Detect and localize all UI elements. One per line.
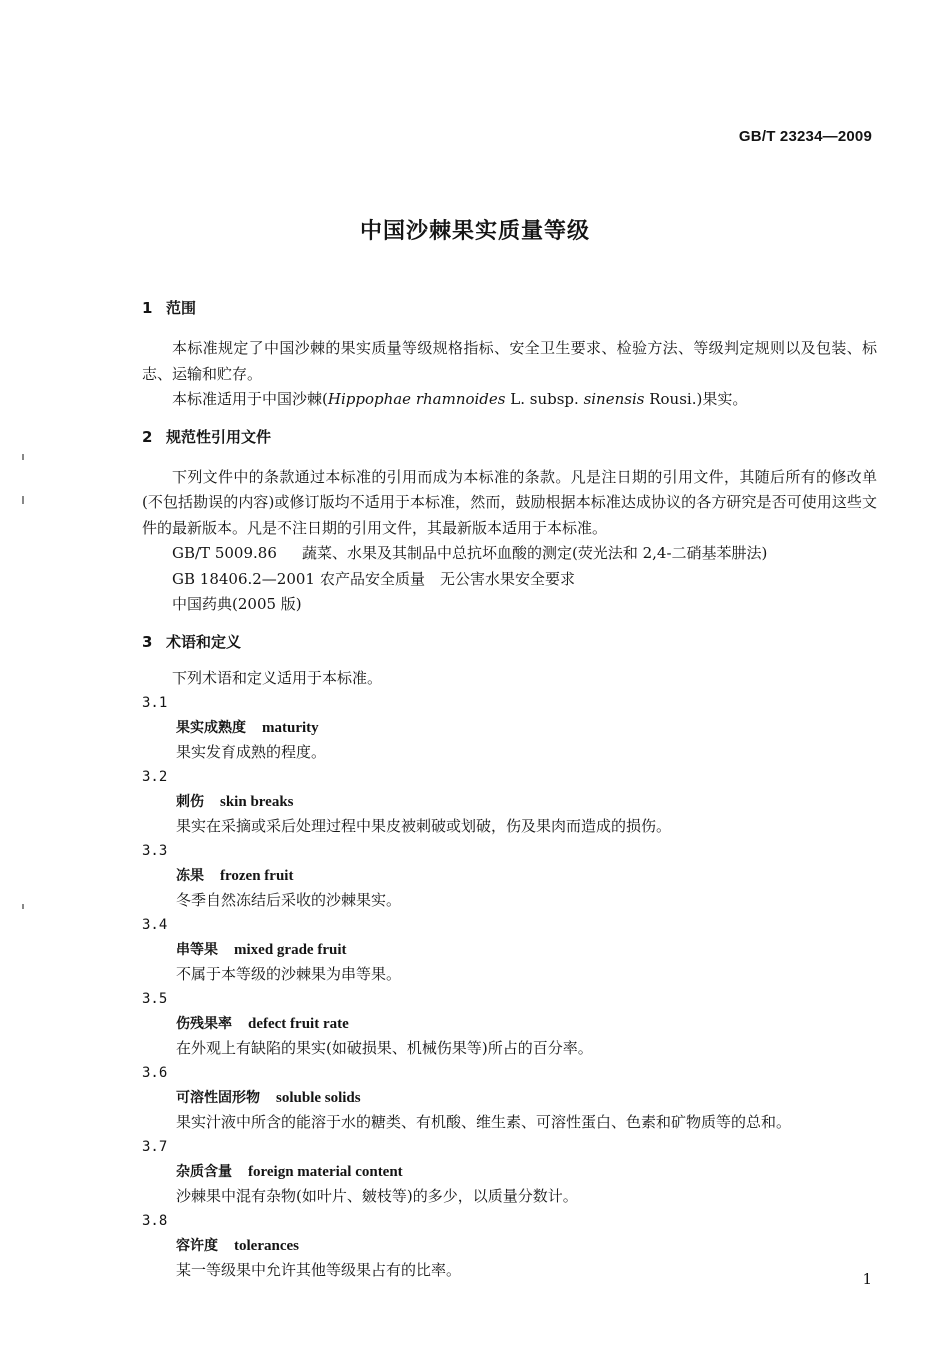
term-name: 冻果 frozen fruit [176,868,294,884]
term-name: 杂质含量 foreign material content [176,1164,403,1180]
term-name: 可溶性固形物 soluble solids [176,1090,361,1106]
term-number: 3.7 [142,1139,168,1155]
term-definition: 沙棘果中混有杂物(如叶片、皴枝等)的多少，以质量分数计。 [176,1187,578,1205]
section-heading-terms: 3 术语和定义 [142,632,242,651]
term-name: 串等果 mixed grade fruit [176,942,347,958]
term-definition: 果实发育成熟的程度。 [176,743,327,761]
reference-item: GB/T 5009.86 蔬菜、水果及其制品中总抗坏血酸的测定(荧光法和 2,4-二硝基苯肼法) [172,544,768,562]
term-number: 3.8 [142,1213,168,1229]
section-heading-references: 2 规范性引用文件 [142,427,272,446]
term-definition: 不属于本等级的沙棘果为串等果。 [176,965,402,983]
document-body [142,294,877,1283]
reference-item: 中国药典(2005 版) [172,595,302,613]
term-name: 果实成熟度 maturity [176,720,319,736]
page-number: 1 [862,1270,872,1288]
section-heading-scope: 1 范围 [142,299,197,317]
term-definition: 果实汁液中所含的能溶于水的糖类、有机酸、维生素、可溶性蛋白、色素和矿物质等的总和。 [176,1113,792,1131]
term-number: 3.4 [142,917,168,933]
term-number: 3.1 [142,695,168,711]
scan-mark [22,904,24,909]
document-title: 中国沙棘果实质量等级 [359,219,590,244]
term-name: 伤残果率 defect fruit rate [176,1016,349,1032]
term-number: 3.3 [142,843,168,859]
term-definition: 某一等级果中允许其他等级果占有的比率。 [176,1261,462,1279]
term-definition: 冬季自然冻结后采收的沙棘果实。 [176,891,402,909]
term-number: 3.2 [142,769,168,785]
scan-mark [22,496,24,504]
term-number: 3.5 [142,991,168,1007]
term-name: 容许度 tolerances [176,1238,299,1254]
scan-mark [22,454,24,460]
term-definition: 在外观上有缺陷的果实(如破损果、机械伤果等)所占的百分率。 [176,1039,593,1057]
terms-intro: 下列术语和定义适用于本标准。 [172,668,383,687]
scope-paragraph: 本标准规定了中国沙棘的果实质量等级规格指标、安全卫生要求、检验方法、等级判定规则以及包装、标志、运输和贮存。 [142,339,877,383]
standard-code: GB/T 23234—2009 [738,128,872,145]
scope-applicability: 本标准适用于中国沙棘(Hippophae rhamnoides L. subsp. sinensis Rousi.)果实。 [172,390,748,408]
reference-item: GB 18406.2—2001 农产品安全质量 无公害水果安全要求 [172,569,576,588]
term-number: 3.6 [142,1065,168,1081]
term-name: 刺伤 skin breaks [176,794,294,810]
references-paragraph: 下列文件中的条款通过本标准的引用而成为本标准的条款。凡是注日期的引用文件，其随后所有的修改单(不包括勘误的内容)或修订版均不适用于本标准，然而，鼓励根据本标准达成协议的各方研究是否可使用这些文件的最新版本。凡是不注日期的引用文件，其最新版本适用于本标准。 [142,467,877,537]
term-definition: 果实在采摘或采后处理过程中果皮被刺破或划破，伤及果肉而造成的损伤。 [176,817,672,835]
